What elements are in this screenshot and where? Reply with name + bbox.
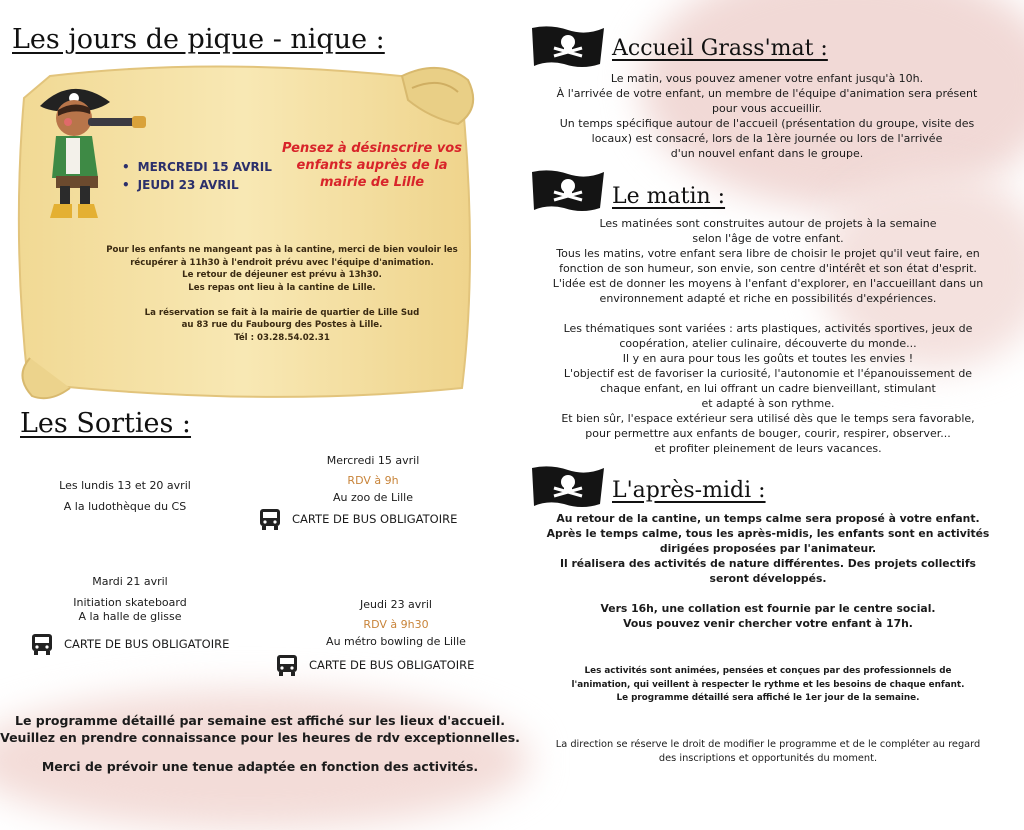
morning-line-8: Les thématiques sont variées : arts plastiques, activités sportives, jeux de [563,322,973,335]
picnic-info-line-2: récupérer à 11h30 à l'endroit prévu avec l'équipe d'animation. [130,257,434,268]
morning-text [526,216,1010,456]
morning-line-11: L'objectif est de favoriser la curiosité, l'autonomie et l'épanouissement de [563,367,973,380]
outing-skateboard [55,575,205,625]
morning-line-6: environnement adapté et riche en possibilités d'expériences. [599,292,937,305]
outing-2-bus-note [258,507,457,531]
outing-zoo [298,452,448,506]
afternoon-heading: L'après-midi : [612,478,766,503]
picnic-date-2: • JEUDI 23 AVRIL [122,176,272,194]
pirate-flag-icon [530,464,606,510]
afternoon-line-1: Au retour de la cantine, un temps calme sera proposé à votre enfant. [556,512,980,525]
afternoon-line-5: seront développés. [709,572,827,585]
outing-2-rdv: RDV à 9h [347,474,399,487]
footer-line-4: Merci de prévoir une tenue adaptée en fonction des activités. [41,759,479,774]
disclaimer-line-2: des inscriptions et opportunités du moment. [658,753,878,764]
pirate-flag-icon [530,24,606,70]
pirate-kid-illustration [32,78,152,223]
morning-line-14: Et bien sûr, l'espace extérieur sera utilisé dès que le temps sera favorable, [561,412,975,425]
afternoon-line-3: dirigées proposées par l'animateur. [659,542,877,555]
outing-3-bus-text: CARTE DE BUS OBLIGATOIRE [64,637,230,651]
note-line-1: Les activités sont animées, pensées et conçues par des professionnels de [584,666,952,676]
picnic-date-1: • MERCREDI 15 AVRIL [122,158,272,176]
afternoon-text [526,511,1010,631]
welcome-line-5: locaux) est consacré, lors de la 1ère journée ou lors de l'arrivée [591,132,943,145]
afternoon-line-8: Vous pouvez venir chercher votre enfant à 17h. [623,617,913,630]
bus-icon [275,653,299,677]
outing-2-place: Au zoo de Lille [332,491,414,504]
morning-line-1: Les matinées sont construites autour de projets à la semaine [599,217,937,230]
outing-bowling [316,596,476,650]
welcome-heading: Accueil Grass'mat : [612,36,828,61]
outing-1-date: Les lundis 13 et 20 avril [59,479,191,492]
afternoon-note [526,665,1010,706]
picnic-info-line-8: Tél : 03.28.54.02.31 [234,332,330,343]
outing-4-rdv: RDV à 9h30 [363,618,429,631]
outing-4-place: Au métro bowling de Lille [326,635,466,648]
footer-line-2: Veuillez en prendre connaissance pour les heures de rdv exceptionnelles. [0,730,520,745]
outing-1-place: A la ludothèque du CS [63,500,187,513]
picnic-info-line-3: Le retour de déjeuner est prévu à 13h30. [182,270,382,280]
afternoon-line-7: Vers 16h, une collation est fournie par le centre social. [600,602,936,615]
left-footer [0,712,520,775]
morning-line-15: pour permettre aux enfants de bouger, courir, respirer, observer... [585,427,951,440]
picnic-info-spacer [92,294,472,307]
morning-heading: Le matin : [612,184,726,209]
outing-3-place-2: A la halle de glisse [78,610,182,623]
picnic-dates [122,158,272,194]
picnic-info-line-1: Pour les enfants ne mangeant pas à la cantine, merci de bien vouloir les [106,245,458,255]
morning-line-3: Tous les matins, votre enfant sera libre de choisir le projet qu'il veut faire, en [556,247,980,260]
morning-line-9: coopération, atelier culinaire, découverte du monde... [619,337,917,350]
footer-line-1: Le programme détaillé par semaine est affiché sur les lieux d'accueil. [15,713,505,728]
outing-ludotheque [50,478,200,514]
outing-2-bus-text: CARTE DE BUS OBLIGATOIRE [292,512,458,526]
note-line-2: l'animation, qui veillent à respecter le rythme et les besoins de chaque enfant. [571,679,965,690]
footer-spacer [0,746,520,758]
pirate-flag-icon [530,168,606,214]
welcome-line-6: d'un nouvel enfant dans le groupe. [670,147,864,160]
reminder-line-3: mairie de Lille [319,175,425,190]
welcome-text [532,71,1002,161]
afternoon-spacer [526,586,1010,601]
morning-line-5: L'idée est de donner les moyens à l'enfant d'explorer, en l'accueillant dans un [552,277,984,290]
afternoon-line-2: Après le temps calme, tous les après-midis, les enfants sont en activités [546,527,990,540]
outing-4-bus-text: CARTE DE BUS OBLIGATOIRE [309,658,475,672]
outing-3-place-1: Initiation skateboard [73,595,187,609]
welcome-line-3: pour vous accueillir. [712,102,822,115]
picnic-info-line-6: La réservation se fait à la mairie de quartier de Lille Sud [144,307,420,318]
welcome-line-2: À l'arrivée de votre enfant, un membre de l'équipe d'animation sera présent [556,87,978,100]
picnic-info-line-4: Les repas ont lieu à la cantine de Lille. [188,282,376,293]
morning-line-2: selon l'âge de votre enfant. [692,232,844,245]
morning-line-16: et profiter pleinement de leurs vacances. [654,442,882,455]
outing-3-bus-note [30,632,229,656]
morning-line-4: fonction de son humeur, son envie, son centre d'intérêt et son état d'esprit. [559,262,977,275]
note-line-3: Le programme détaillé sera affiché le 1er jour de la semaine. [616,693,920,703]
morning-line-10: Il y en aura pour tous les goûts et toutes les envies ! [622,352,914,365]
picnic-heading: Les jours de pique - nique : [12,24,385,55]
picnic-info-line-7: au 83 rue du Faubourg des Postes à Lille. [181,320,383,330]
outings-heading: Les Sorties : [20,408,192,439]
morning-spacer [526,306,1010,321]
morning-line-13: et adapté à son rythme. [701,397,835,410]
bus-icon [30,632,54,656]
disclaimer-line-1: La direction se réserve le droit de modifier le programme et de le compléter au regard [555,739,981,750]
welcome-line-1: Le matin, vous pouvez amener votre enfant jusqu'à 10h. [610,72,924,85]
outing-4-bus-note [275,653,474,677]
reminder-line-1: Pensez à désinscrire vos [282,141,462,156]
picnic-reminder [272,140,472,191]
outing-2-date: Mercredi 15 avril [326,454,420,467]
reminder-line-2: enfants auprès de la [296,158,448,173]
morning-line-12: chaque enfant, en lui offrant un cadre bienveillant, stimulant [600,382,936,395]
bus-icon [258,507,282,531]
afternoon-line-4: Il réalisera des activités de nature différentes. Des projets collectifs [559,557,976,570]
outing-4-date: Jeudi 23 avril [360,598,432,611]
outing-3-date: Mardi 21 avril [92,575,168,588]
picnic-info [92,244,472,344]
disclaimer [520,738,1016,766]
welcome-line-4: Un temps spécifique autour de l'accueil (présentation du groupe, visite des [559,117,975,130]
